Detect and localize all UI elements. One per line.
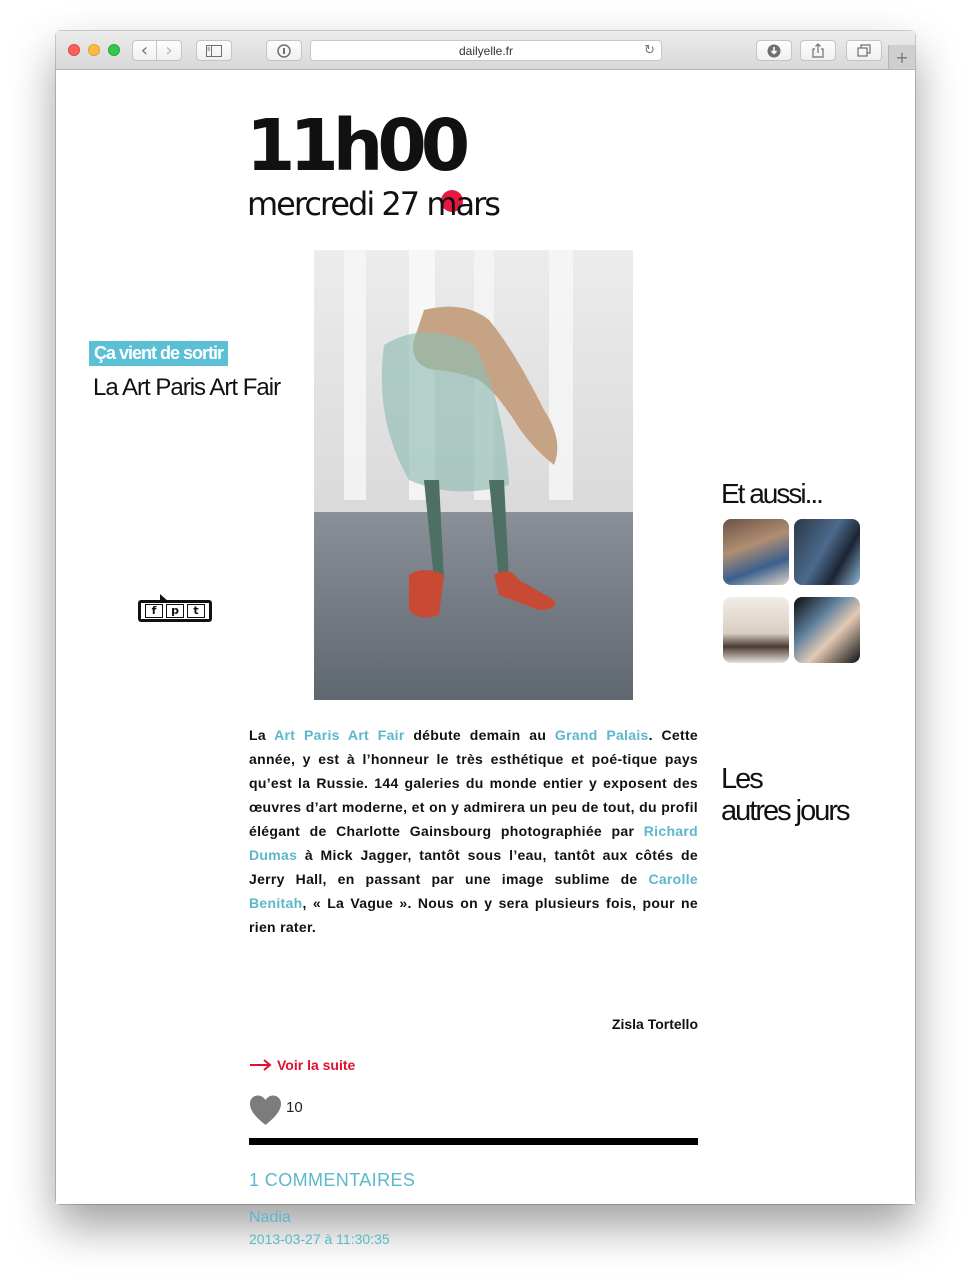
- read-more-label: Voir la suite: [277, 1057, 356, 1073]
- share-button[interactable]: [800, 40, 836, 61]
- feature-photo: [314, 250, 633, 700]
- feature-title[interactable]: La Art Paris Art Fair: [93, 374, 281, 401]
- new-tab-button[interactable]: [888, 45, 915, 69]
- read-more-link[interactable]: [249, 1057, 355, 1073]
- sidebar-toggle-button[interactable]: [196, 40, 232, 61]
- related-thumbnail[interactable]: [794, 597, 860, 663]
- related-thumbnail[interactable]: [723, 519, 789, 585]
- dancer-illustration: [314, 250, 633, 700]
- share-icon: [811, 43, 825, 58]
- article-text: La: [249, 727, 275, 743]
- minimize-window-button[interactable]: [88, 44, 100, 56]
- page-date: mercredi 27 mars: [247, 185, 499, 223]
- like-count: 10: [286, 1099, 303, 1116]
- related-thumbnail[interactable]: [723, 597, 789, 663]
- reload-icon[interactable]: ↻: [644, 43, 655, 58]
- other-days-line1: Les: [721, 763, 762, 795]
- address-bar[interactable]: [310, 40, 662, 61]
- browser-window: [56, 31, 915, 1247]
- facebook-icon[interactable]: f: [145, 604, 163, 618]
- category-tag[interactable]: Ça vient de sortir: [89, 341, 228, 366]
- comment-author[interactable]: Nadia: [249, 1209, 291, 1226]
- page-time: 11h00: [246, 104, 465, 187]
- link-carolle-benitah[interactable]: Carolle Benitah: [249, 871, 698, 911]
- also-heading: Et aussi...: [721, 478, 822, 509]
- twitter-icon[interactable]: t: [187, 604, 205, 618]
- article-text: . Cette année, y est à l’honneur le très esthétique et poé-tique pays qu’est la Russie. 144 galeries du monde entier y exposent des œuvres d’art moderne, et on y admirera un peu de tout, du profil élégant de Charlotte Gainsbourg photographiée par: [249, 727, 699, 839]
- comments-heading: 1 COMMENTAIRES: [249, 1170, 416, 1190]
- info-icon: [277, 44, 291, 58]
- like-widget[interactable]: [249, 1094, 303, 1127]
- other-days-link[interactable]: [721, 763, 849, 827]
- divider: [249, 1138, 698, 1145]
- article-text: à Mick Jagger, tantôt sous l’eau, tantôt aux côtés de Jerry Hall, en passant par une image sublime de: [249, 847, 698, 887]
- link-richard-dumas[interactable]: Richard Dumas: [249, 823, 698, 863]
- tabs-icon: [857, 44, 871, 57]
- sidebar-icon: [206, 45, 222, 57]
- zoom-window-button[interactable]: [108, 44, 120, 56]
- heart-icon: [249, 1094, 282, 1127]
- article-text: , « La Vague ». Nous on y sera plusieurs fois, pour ne rien rater.: [249, 895, 698, 935]
- article-body: [249, 723, 698, 939]
- pinterest-icon[interactable]: p: [166, 604, 184, 618]
- related-thumbnail[interactable]: [794, 519, 860, 585]
- close-window-button[interactable]: [68, 44, 80, 56]
- privacy-report-button[interactable]: [266, 40, 302, 61]
- back-button[interactable]: [132, 40, 157, 61]
- article-text: débute demain au: [404, 727, 555, 743]
- downloads-button[interactable]: [756, 40, 792, 61]
- plus-icon: +: [895, 47, 909, 67]
- download-icon: [767, 44, 781, 58]
- chevron-left-icon: ‹: [140, 40, 149, 61]
- browser-toolbar: [56, 31, 915, 70]
- link-grand-palais[interactable]: Grand Palais: [554, 727, 649, 743]
- page-content: [56, 70, 915, 1247]
- chevron-right-icon: ›: [165, 40, 173, 61]
- link-art-paris[interactable]: Art Paris Art Fair: [274, 727, 405, 743]
- forward-button[interactable]: [157, 40, 182, 61]
- arrow-right-icon: [249, 1059, 273, 1071]
- other-days-line2: autres jours: [721, 795, 849, 827]
- article-author: Zisla Tortello: [611, 1016, 698, 1032]
- social-share-widget: [138, 594, 216, 622]
- tabs-overview-button[interactable]: [846, 40, 882, 61]
- share-box: [138, 600, 212, 622]
- comment-date: 2013-03-27 à 11:30:35: [249, 1231, 390, 1247]
- url-text: dailyelle.fr: [458, 43, 514, 58]
